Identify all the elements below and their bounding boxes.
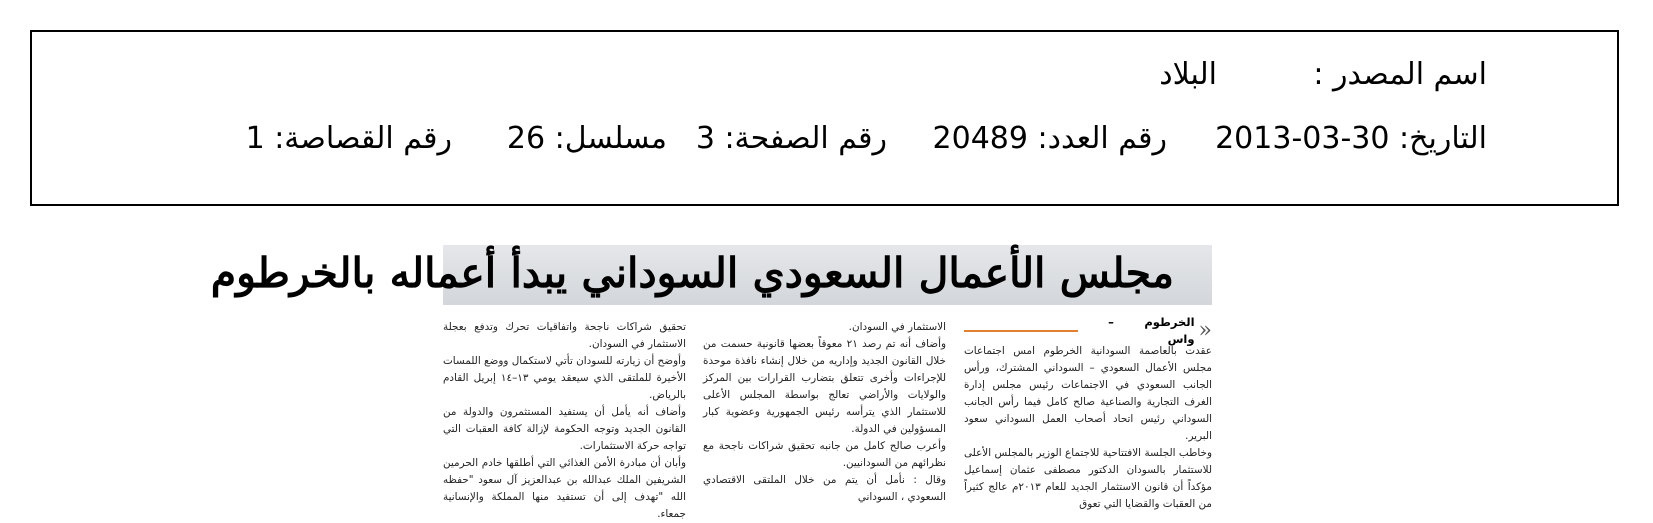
clip-number-field: رقم القصاصة: 1 bbox=[245, 121, 452, 156]
article-column-1 bbox=[964, 315, 1212, 513]
paragraph: وأضاف أنه تم رصد ٢١ معوقاً بعضها قانونية حسمت من خلال القانون الجديد وإداريه من خلال إنشاء نافذة موحدة للإجراءات وأخرى تتعلق بتضارب القرارات بين المركز والولايات والأراضي تعالج بواسطة المجلس الأعلى للاستثمار الذي يترأسه رئيس الجمهورية وعضوية كبار المسؤولين في الدولة. bbox=[703, 338, 947, 435]
paragraph: وأبان أن مبادرة الأمن الغذائي التي أطلقها خادم الحرمين الشريفين الملك عبدالله بن عبدالعزيز آل سعود "حفظه الله "تهدف إلى أن تستفيد منها المملكة والإنسانية جمعاء. bbox=[443, 457, 686, 520]
newspaper-clipping bbox=[210, 245, 1212, 520]
paragraph: وأوضح أن زيارته للسودان تأتي لاستكمال ووضع اللمسات الأخيرة للملتقى الذي سيعقد يومي ١٣–١٤ إبريل القادم بالرياض. bbox=[443, 355, 687, 401]
orange-rule bbox=[964, 330, 1078, 332]
article-dateline: الخرطوم – واس bbox=[1108, 315, 1195, 346]
source-value: البلاد bbox=[1159, 57, 1217, 92]
paragraph: تحقيق شراكات ناجحة واتفاقيات تحرك وتدفع بعجلة الاستثمار في السودان. bbox=[443, 321, 686, 350]
issue-number-field: رقم العدد: 20489 bbox=[932, 121, 1167, 156]
article-column-2 bbox=[703, 319, 946, 506]
paragraph: عقدت بالعاصمة السودانية الخرطوم امس اجتماعات مجلس الأعمال السعودي – السوداني المشترك، ورأس الجانب السعودي في الاجتماعات رئيس مجلس إدارة الغرف التجارية والصناعية صالح كامل فيما رأس الجانب السوداني رئيس اتحاد أصحاب العمل السوداني سعود البرير. bbox=[964, 345, 1212, 442]
page-number-field: رقم الصفحة: 3 bbox=[695, 121, 887, 156]
metadata-box bbox=[30, 30, 1619, 206]
paragraph: الاستثمار في السودان. bbox=[848, 321, 946, 333]
paragraph: وخاطب الجلسة الافتتاحية للاجتماع الوزير بالمجلس الأعلى للاستثمار بالسودان الدكتور مصطفى عثمان إسماعيل مؤكداً أن قانون الاستثمار الجديد للعام ٢٠١٣م عالج كثيراً من العقبات والقضايا التي تعوق bbox=[964, 447, 1212, 510]
source-label: اسم المصدر : bbox=[1313, 57, 1487, 92]
dateline-row bbox=[964, 315, 1212, 346]
date-field: التاريخ: 30-03-2013 bbox=[1215, 121, 1487, 156]
paragraph: وأعرب صالح كامل من جانبه تحقيق شراكات ناجحة مع نظرائهم من السودانيين. bbox=[703, 440, 946, 469]
serial-field: مسلسل: 26 bbox=[506, 121, 667, 156]
quote-mark-icon: « bbox=[1198, 318, 1212, 343]
paragraph: وأضاف أنه يأمل أن يستفيد المستثمرون والدولة من القانون الجديد وتوجه الحكومة لإزالة كافة العقبات التي تواجه حركة الاستثمارات. bbox=[443, 406, 686, 452]
article-headline: مجلس الأعمال السعودي السوداني يبدأ أعماله بالخرطوم bbox=[210, 249, 1174, 297]
headline-banner bbox=[210, 245, 1212, 305]
article-column-3 bbox=[443, 319, 686, 523]
paragraph: وقال : نأمل أن يتم من خلال الملتقى الاقتصادي السعودي ، السوداني bbox=[703, 474, 946, 503]
